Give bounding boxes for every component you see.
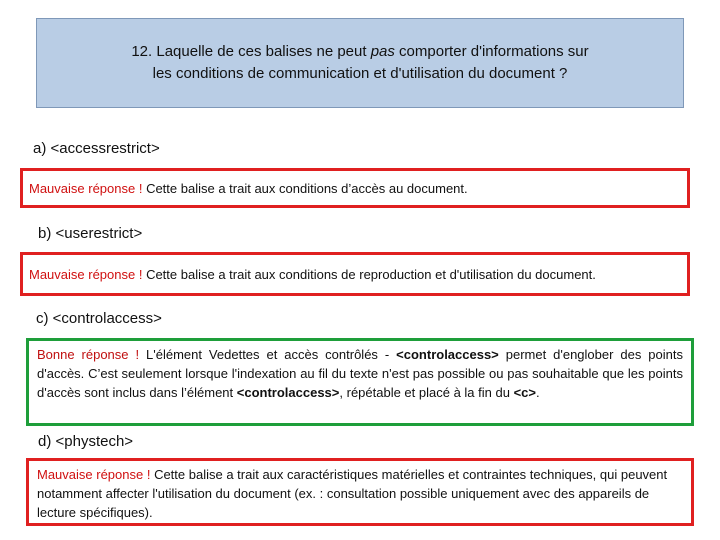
option-b-label[interactable]: b) <userestrict> (38, 225, 143, 242)
option-c-text-2: permet d'englober des points d'accès. C’est seulement lorsque l'indexation au fil du texte n'est pas possible ou pas souhaitable que les points d'accès sont inclus dans l’élément (37, 347, 683, 400)
option-c-tag-1: <controlaccess> (396, 347, 499, 362)
option-d-verdict: Mauvaise réponse ! (37, 467, 151, 482)
option-c-tag-2: <controlaccess> (236, 385, 340, 400)
question-line-1 (131, 41, 588, 63)
option-c-text-3: , répétable et placé à la fin du (339, 385, 514, 400)
option-b-verdict: Mauvaise réponse ! (29, 266, 143, 282)
option-a-feedback (20, 168, 690, 208)
option-b-feedback (20, 252, 690, 296)
option-a-text: Cette balise a trait aux conditions d’accès au document. (142, 180, 468, 196)
question-line1-rest: comporter d'informations sur (394, 43, 589, 60)
option-c-verdict: Bonne réponse ! (37, 347, 140, 362)
option-a-label[interactable]: a) <accessrestrict> (33, 140, 160, 157)
option-d-text: Cette balise a trait aux caractéristiques matérielles et contraintes techniques, qui peuvent notamment affecter l'utilisation du document (ex. : consultation possible uniquement avec des appareils de lecture spécifiques). (37, 467, 668, 520)
option-c-feedback (26, 338, 694, 426)
question-emphasis: pas (370, 43, 395, 60)
option-c-text-1: L'élément Vedettes et accès contrôlés - (139, 347, 397, 362)
option-a-verdict: Mauvaise réponse ! (29, 180, 143, 196)
option-d-feedback (26, 458, 694, 526)
question-prefix: 12. Laquelle de ces balises ne peut (131, 43, 371, 60)
option-b-text: Cette balise a trait aux conditions de reproduction et d'utilisation du document. (142, 266, 596, 282)
question-box (36, 18, 684, 108)
option-d-label[interactable]: d) <phystech> (38, 433, 134, 450)
question-line-2: les conditions de communication et d'utilisation du document ? (152, 65, 568, 82)
option-c-label[interactable]: c) <controlaccess> (36, 310, 162, 327)
option-c-text-4: . (536, 385, 540, 400)
option-c-tag-3: <c> (513, 385, 536, 400)
